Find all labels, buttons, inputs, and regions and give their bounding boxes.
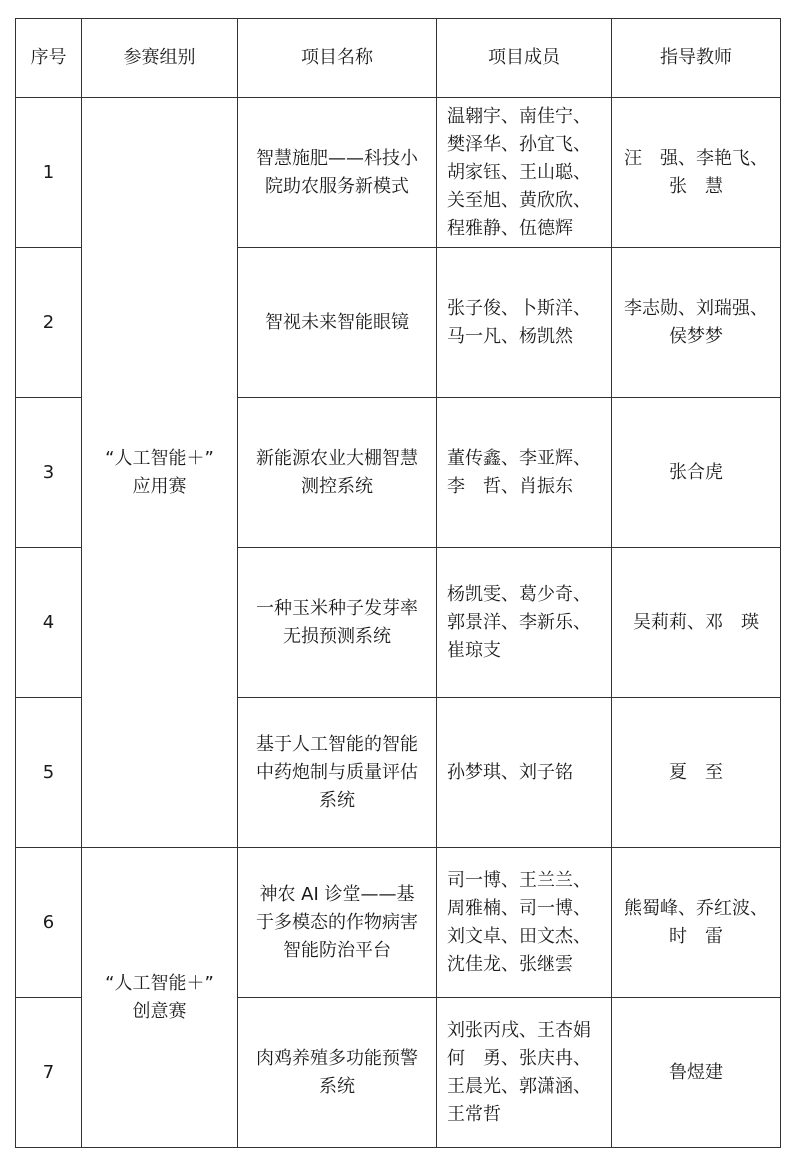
- row-index: 6: [16, 848, 82, 998]
- advisors-cell: [612, 248, 781, 398]
- group-cell-line: 应用赛: [132, 475, 187, 497]
- members-cell: [437, 548, 612, 698]
- project-name-cell-line: 肉鸡养殖多功能预警: [256, 1047, 418, 1069]
- project-name-cell-line: 院助农服务新模式: [265, 175, 409, 197]
- members-cell: [437, 248, 612, 398]
- project-name-cell: [238, 848, 437, 998]
- header-advisors: 指导教师: [612, 19, 781, 98]
- group-cell-line: 创意赛: [132, 1000, 187, 1022]
- project-name-cell-line: 神农 AI 诊堂——基: [259, 883, 415, 905]
- row-index: 4: [16, 548, 82, 698]
- advisors-cell: [612, 698, 781, 848]
- row-index: 7: [16, 998, 82, 1148]
- project-name-cell: [238, 248, 437, 398]
- members-cell-line: 沈佳龙、张继雲: [447, 953, 573, 975]
- project-name-cell-line: 一种玉米种子发芽率: [256, 597, 418, 619]
- advisors-cell-line: 夏 至: [669, 761, 723, 783]
- members-cell-line: 关至旭、黄欣欣、: [447, 189, 591, 211]
- group-cell-line: “人工智能＋”: [105, 972, 214, 994]
- members-cell-line: 刘文卓、田文杰、: [447, 925, 591, 947]
- advisors-cell-line: 张 慧: [669, 175, 723, 197]
- advisors-cell: [612, 398, 781, 548]
- row-index: 1: [16, 98, 82, 248]
- members-cell-line: 李 哲、肖振东: [447, 475, 573, 497]
- project-name-cell-line: 智视未来智能眼镜: [265, 311, 409, 333]
- project-name-cell: [238, 398, 437, 548]
- advisors-cell-line: 张合虎: [669, 461, 723, 483]
- header-project-name: 项目名称: [238, 19, 437, 98]
- project-name-cell-line: 智慧施肥——科技小: [256, 147, 418, 169]
- advisors-cell: [612, 998, 781, 1148]
- members-cell: [437, 698, 612, 848]
- members-cell: [437, 848, 612, 998]
- advisors-cell-line: 吴莉莉、邓 瑛: [633, 611, 759, 633]
- members-cell-line: 孙梦琪、刘子铭: [447, 761, 573, 783]
- project-table: [15, 18, 781, 1148]
- project-name-cell-line: 于多模态的作物病害: [256, 911, 418, 933]
- row-index: 2: [16, 248, 82, 398]
- project-name-cell: [238, 98, 437, 248]
- members-cell-line: 刘张丙戌、王杏娟: [447, 1019, 591, 1041]
- project-name-cell-line: 无损预测系统: [283, 625, 391, 647]
- project-name-cell: [238, 698, 437, 848]
- project-name-cell-line: 测控系统: [301, 475, 373, 497]
- members-cell: [437, 398, 612, 548]
- project-name-cell-line: 智能防治平台: [283, 939, 391, 961]
- members-cell-line: 程雅静、伍德辉: [447, 217, 573, 239]
- members-cell-line: 崔琼支: [447, 639, 501, 661]
- row-index: 3: [16, 398, 82, 548]
- members-cell-line: 马一凡、杨凯然: [447, 325, 573, 347]
- header-row: [16, 19, 781, 98]
- row-index: 5: [16, 698, 82, 848]
- group-cell: [82, 848, 238, 1148]
- project-name-cell-line: 新能源农业大棚智慧: [256, 447, 418, 469]
- members-cell-line: 周雅楠、司一博、: [447, 897, 591, 919]
- members-cell-line: 张子俊、卜斯洋、: [447, 297, 591, 319]
- advisors-cell: [612, 98, 781, 248]
- project-name-cell: [238, 998, 437, 1148]
- advisors-cell: [612, 848, 781, 998]
- advisors-cell-line: 汪 强、李艳飞、: [624, 147, 768, 169]
- members-cell-line: 郭景洋、李新乐、: [447, 611, 591, 633]
- members-cell-line: 王晨光、郭潇涵、: [447, 1075, 591, 1097]
- members-cell-line: 胡家钰、王山聪、: [447, 161, 591, 183]
- members-cell-line: 王常哲: [447, 1103, 501, 1125]
- project-name-cell: [238, 548, 437, 698]
- header-group: 参赛组别: [82, 19, 238, 98]
- project-name-cell-line: 中药炮制与质量评估: [256, 761, 418, 783]
- group-cell-line: “人工智能＋”: [105, 447, 214, 469]
- header-members: 项目成员: [437, 19, 612, 98]
- members-cell-line: 司一博、王兰兰、: [447, 869, 591, 891]
- members-cell: [437, 98, 612, 248]
- table-row: [16, 848, 781, 998]
- advisors-cell-line: 熊蜀峰、乔红波、: [624, 897, 768, 919]
- project-name-cell-line: 基于人工智能的智能: [256, 733, 418, 755]
- advisors-cell-line: 时 雷: [669, 925, 723, 947]
- table-row: [16, 98, 781, 248]
- members-cell: [437, 998, 612, 1148]
- advisors-cell-line: 李志勋、刘瑞强、: [624, 297, 768, 319]
- members-cell-line: 杨凯雯、葛少奇、: [447, 583, 591, 605]
- members-cell-line: 董传鑫、李亚辉、: [447, 447, 591, 469]
- project-name-cell-line: 系统: [319, 1075, 355, 1097]
- header-index: 序号: [16, 19, 82, 98]
- members-cell-line: 樊泽华、孙宜飞、: [447, 133, 591, 155]
- advisors-cell: [612, 548, 781, 698]
- members-cell-line: 温翱宇、南佳宁、: [447, 105, 591, 127]
- group-cell: [82, 98, 238, 848]
- members-cell-line: 何 勇、张庆冉、: [447, 1047, 591, 1069]
- advisors-cell-line: 鲁煜建: [669, 1061, 723, 1083]
- advisors-cell-line: 侯梦梦: [669, 325, 723, 347]
- project-name-cell-line: 系统: [319, 789, 355, 811]
